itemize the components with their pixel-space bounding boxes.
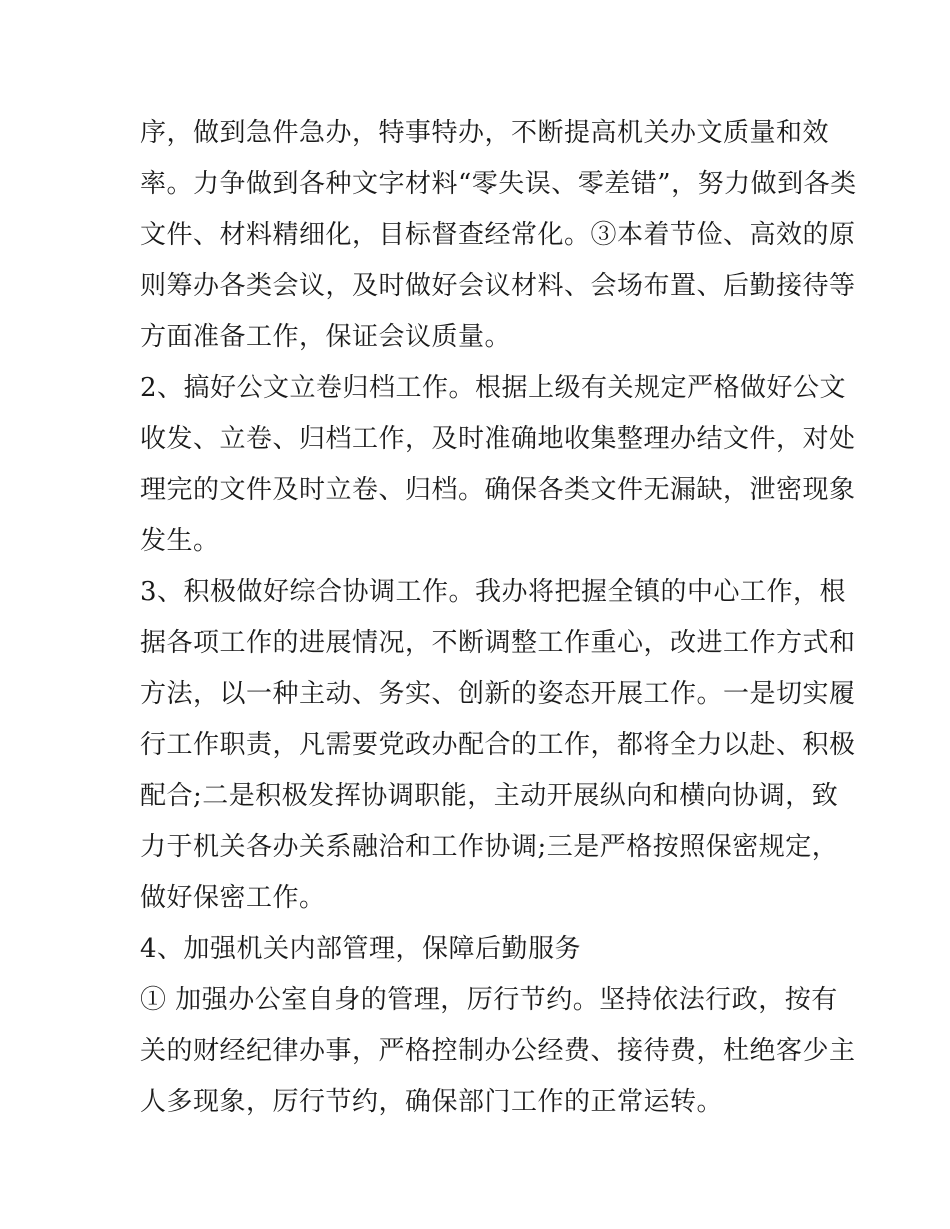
document-body	[140, 108, 857, 1128]
text-line: 理完的文件及时立卷、归档。确保各类文件无漏缺，泄密现象	[140, 475, 856, 505]
text-line: ① 加强办公室自身的管理，厉行节约。坚持依法行政，按有	[140, 985, 838, 1015]
text-line: 文件、材料精细化，目标督查经常化。③本着节俭、高效的原	[140, 220, 856, 250]
text-line: 方法，以一种主动、务实、创新的姿态开展工作。一是切实履	[140, 679, 856, 709]
text-line: 2、搞好公文立卷归档工作。根据上级有关规定严格做好公文	[140, 373, 847, 403]
text-line: 4、加强机关内部管理，保障后勤服务	[140, 934, 582, 964]
text-line: 行工作职责，凡需要党政办配合的工作，都将全力以赴、积极	[140, 730, 856, 760]
text-line: 人多现象，厉行节约，确保部门工作的正常运转。	[140, 1087, 724, 1117]
text-line: 据各项工作的进展情况，不断调整工作重心，改进工作方式和	[140, 628, 856, 658]
text-line: 3、积极做好综合协调工作。我办将把握全镇的中心工作，根	[140, 577, 847, 607]
text-line: 序，做到急件急办，特事特办，不断提高机关办文质量和效	[140, 118, 830, 148]
text-line: 率。力争做到各种文字材料“零失误、零差错”，努力做到各类	[140, 169, 857, 199]
text-line: 则筹办各类会议，及时做好会议材料、会场布置、后勤接待等	[140, 271, 856, 301]
text-line: 收发、立卷、归档工作，及时准确地收集整理办结文件，对处	[140, 424, 856, 454]
text-line: 配合;二是积极发挥协调职能，主动开展纵向和横向协调，致	[140, 781, 839, 811]
text-line: 方面准备工作，保证会议质量。	[140, 322, 512, 352]
text-line: 发生。	[140, 526, 220, 556]
text-line: 关的财经纪律办事，严格控制办公经费、接待费，杜绝客少主	[140, 1036, 856, 1066]
text-line: 力于机关各办关系融洽和工作协调;三是严格按照保密规定，	[140, 832, 839, 862]
text-line: 做好保密工作。	[140, 883, 326, 913]
